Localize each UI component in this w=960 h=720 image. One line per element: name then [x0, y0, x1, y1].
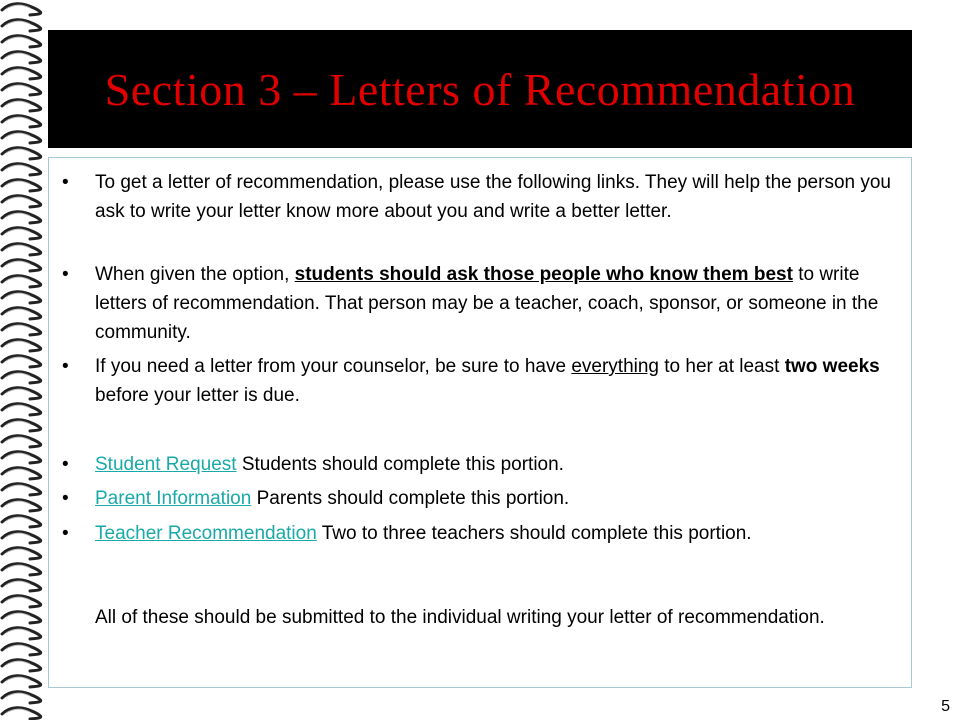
- bullet-marker: •: [62, 454, 69, 475]
- list-item: [62, 260, 905, 347]
- list-item: [62, 519, 905, 548]
- slide-title: Section 3 – Letters of Recommendation: [104, 63, 856, 115]
- title-bar: [48, 30, 912, 148]
- underlined-text: everything: [571, 356, 659, 377]
- bullet-text: To get a letter of recommendation, please use the following links. They will help the person you ask to write your letter know more about you and write a better letter.: [95, 172, 891, 222]
- teacher-recommendation-link[interactable]: Teacher Recommendation: [95, 523, 317, 544]
- parent-information-link[interactable]: Parent Information: [95, 488, 252, 509]
- student-request-link[interactable]: Student Request: [95, 454, 237, 475]
- closing-paragraph: [95, 603, 905, 632]
- bullet-text: Parents should complete this portion.: [251, 488, 570, 509]
- bullet-text: before your letter is due.: [95, 385, 300, 406]
- emphasized-text: students should ask those people who know them best: [294, 264, 793, 285]
- bullet-text: to write letters of recommendation. That person may be a teacher, coach, sponsor, or someone in the community.: [95, 264, 879, 343]
- bullet-marker: •: [62, 264, 69, 285]
- bold-text: two weeks: [784, 356, 880, 377]
- list-item: [62, 352, 905, 410]
- list-item: [62, 168, 905, 226]
- bullet-text: to her at least: [659, 356, 785, 377]
- bullet-marker: •: [62, 356, 69, 377]
- list-item: [62, 484, 905, 513]
- page-number: 5: [941, 698, 950, 715]
- bullet-text: When given the option,: [95, 264, 295, 285]
- bullet-marker: •: [62, 172, 69, 193]
- bullet-text: If you need a letter from your counselor, be sure to have: [95, 356, 572, 377]
- closing-text: All of these should be submitted to the individual writing your letter of recommendation.: [95, 607, 825, 628]
- list-item: [62, 450, 905, 479]
- bullet-marker: •: [62, 488, 69, 509]
- bullet-marker: •: [62, 523, 69, 544]
- content-box: [48, 157, 912, 688]
- bullet-text: Two to three teachers should complete this portion.: [316, 523, 752, 544]
- spiral-binding: [0, 0, 44, 720]
- bullet-text: Students should complete this portion.: [236, 454, 564, 475]
